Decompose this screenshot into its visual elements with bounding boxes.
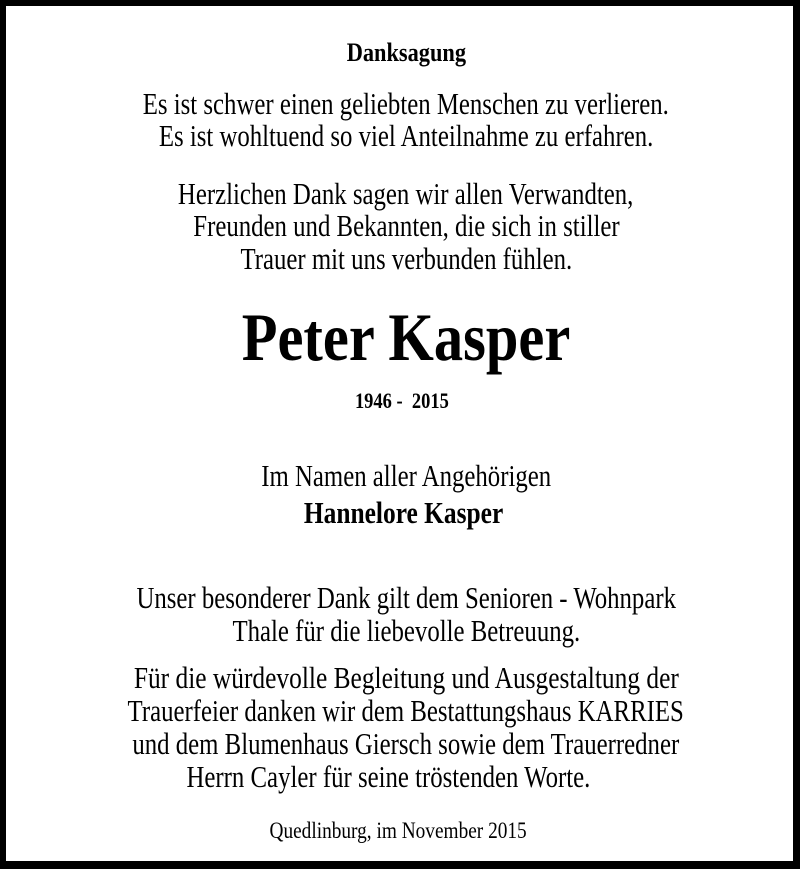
notice-title-text: Danksagung — [346, 38, 466, 67]
thanks-line-1 — [6, 176, 800, 212]
place-date — [0, 818, 798, 844]
funeral-thanks-line-3 — [6, 726, 800, 762]
life-dates-text: 1946 - 2015 — [355, 388, 449, 413]
deceased-name — [6, 298, 800, 377]
on-behalf-text: Im Namen aller Angehörigen — [261, 458, 551, 493]
intro-line-1-text: Es ist schwer einen geliebten Menschen zu verlieren. — [142, 86, 670, 121]
deceased-name-text: Peter Kasper — [241, 299, 571, 375]
funeral-thanks-line-4 — [0, 759, 788, 795]
funeral-thanks-line-1 — [6, 660, 800, 696]
on-behalf-line — [6, 458, 800, 494]
funeral-thanks-line-4-text: Herrn Cayler für seine tröstenden Worte. — [186, 759, 590, 794]
special-thanks-line-2-text: Thale für die liebevolle Betreuung. — [232, 613, 580, 648]
intro-line-2-text: Es ist wohltuend so viel Anteilnahme zu erfahren. — [158, 118, 654, 153]
life-dates — [2, 388, 800, 414]
intro-line-2 — [6, 118, 800, 154]
signer-name-text: Hannelore Kasper — [304, 495, 504, 530]
funeral-thanks-line-1-text: Für die würdevolle Begleitung und Ausgestaltung der — [133, 660, 679, 695]
special-thanks-line-1 — [6, 580, 800, 616]
special-thanks-line-1-text: Unser besonderer Dank gilt dem Senioren - Wohnpark — [136, 580, 676, 615]
funeral-thanks-line-2-text: Trauerfeier danken wir dem Bestattungshaus KARRIES — [127, 693, 685, 728]
place-date-text: Quedlinburg, im November 2015 — [269, 818, 527, 843]
special-thanks-line-2 — [6, 613, 800, 649]
thanks-line-2 — [6, 208, 800, 244]
funeral-thanks-line-2 — [6, 693, 800, 729]
notice-title — [6, 38, 800, 68]
signer-name — [4, 495, 800, 531]
funeral-thanks-line-3-text: und dem Blumenhaus Giersch sowie dem Trauerredner — [132, 726, 680, 761]
thanks-line-2-text: Freunden und Bekannten, die sich in stiller — [192, 208, 620, 243]
thanks-line-1-text: Herzlichen Dank sagen wir allen Verwandten, — [178, 176, 634, 211]
thanks-line-3 — [6, 241, 800, 277]
intro-line-1 — [6, 86, 800, 122]
thanks-line-3-text: Trauer mit uns verbunden fühlen. — [240, 241, 572, 276]
